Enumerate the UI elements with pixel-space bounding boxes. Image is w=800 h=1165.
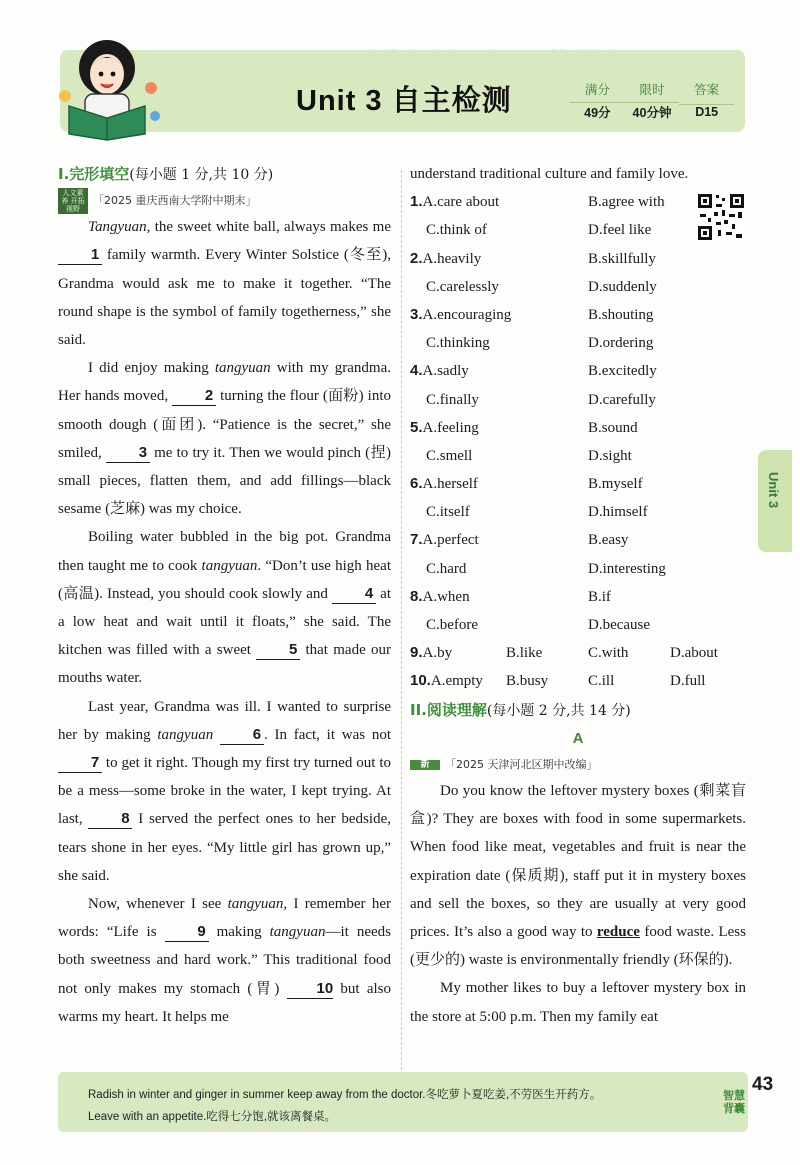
- option-b[interactable]: B.agree with: [588, 194, 665, 211]
- unit-side-tab: Unit 3: [758, 450, 792, 552]
- option-b[interactable]: B.if: [588, 588, 611, 605]
- new-badge-icon: 新: [410, 760, 440, 770]
- option-row: [410, 639, 746, 667]
- option-b[interactable]: B.busy: [506, 673, 549, 690]
- option-d[interactable]: D.full: [670, 673, 706, 690]
- student-mascot-illustration: [55, 30, 165, 142]
- section-heading-cloze: I.完形填空(每小题 1 分,共 10 分): [58, 165, 274, 183]
- blank-3[interactable]: 3: [106, 444, 150, 463]
- option-b[interactable]: B.sound: [588, 419, 638, 436]
- proverb-1: Radish in winter and ginger in summer keep away from the doctor.冬吃萝卜夏吃姜,不劳医生开药方。: [88, 1089, 602, 1101]
- source-badge-icon: 人文素养 开拓视野: [58, 188, 88, 214]
- passage-label: A: [572, 729, 584, 747]
- reading-paragraph-1: Do you know the leftover mystery boxes (剩菜盲盒)? They are boxes with food in some supermarkets. When food like meat, vegetables and fruit is near the expiration date (保质期), staff put it in mystery boxes and sell the boxes, so they are usually at very good prices. It’s also a good way to reduce food waste. Less (更少的) waste is environmentally friendly (环保的).: [410, 782, 746, 969]
- question-number: 2.: [410, 249, 423, 267]
- option-row: [410, 245, 746, 273]
- option-b[interactable]: B.easy: [588, 532, 629, 549]
- cloze-options: [410, 188, 746, 695]
- info-label-full-score: 满分: [584, 83, 610, 97]
- page-title: Unit 3 自主检测: [296, 85, 512, 117]
- option-a-cell: [410, 470, 588, 498]
- option-row: [410, 470, 746, 498]
- question-number: 4.: [410, 362, 423, 380]
- left-column: [58, 160, 391, 1031]
- option-d[interactable]: D.himself: [588, 504, 648, 521]
- option-d[interactable]: D.carefully: [588, 391, 656, 408]
- option-c[interactable]: C.before: [426, 617, 479, 634]
- blank-4[interactable]: 4: [332, 585, 376, 604]
- option-a-cell: [410, 357, 588, 385]
- option-a[interactable]: A.by: [422, 645, 453, 662]
- option-a-cell: [410, 583, 588, 611]
- option-d[interactable]: D.about: [670, 645, 718, 662]
- info-value-time-limit: 40分钟: [625, 102, 680, 121]
- option-row: [410, 583, 746, 611]
- source-line: [58, 189, 391, 213]
- option-d[interactable]: D.ordering: [588, 335, 654, 352]
- option-c[interactable]: C.with: [588, 645, 629, 662]
- cloze-paragraph-5: Now, whenever I see tangyuan, I remember her words: “Life is 9 making tangyuan—it needs both sweetness and hard work.” This traditional food not only makes my stomach (胃) 10 but also warms my heart. It helps me: [58, 896, 391, 1025]
- question-number: 5.: [410, 418, 423, 436]
- option-a[interactable]: A.perfect: [422, 532, 479, 549]
- info-label-time-limit: 限时: [639, 83, 665, 97]
- option-b[interactable]: B.excitedly: [588, 363, 657, 380]
- option-row: [410, 329, 746, 357]
- option-c[interactable]: C.think of: [426, 222, 487, 239]
- blank-7[interactable]: 7: [58, 754, 102, 773]
- question-number: 8.: [410, 587, 423, 605]
- option-row: [410, 611, 746, 639]
- option-a[interactable]: A.heavily: [422, 250, 482, 267]
- option-row: [410, 667, 746, 695]
- section-heading-reading: II.阅读理解(每小题 2 分,共 14 分): [410, 700, 631, 719]
- option-d[interactable]: D.sight: [588, 447, 632, 464]
- info-label-answer: 答案: [694, 83, 720, 97]
- question-number: 9.: [410, 644, 423, 662]
- column-divider: [401, 170, 402, 1070]
- option-b[interactable]: B.myself: [588, 476, 643, 493]
- question-number: 1.: [410, 193, 423, 211]
- question-number: 10.: [410, 672, 431, 690]
- blank-5[interactable]: 5: [256, 641, 300, 660]
- option-c[interactable]: C.smell: [426, 447, 473, 464]
- option-row: [410, 301, 746, 329]
- blank-10[interactable]: 10: [287, 980, 334, 999]
- option-d[interactable]: D.feel like: [588, 222, 652, 239]
- option-a-cell: [410, 245, 588, 273]
- proverb-2: Leave with an appetite.吃得七分饱,就该离餐桌。: [88, 1111, 336, 1123]
- underlined-word: reduce: [596, 924, 640, 940]
- blank-1[interactable]: 1: [58, 246, 102, 265]
- option-row: [410, 414, 746, 442]
- info-value-answer: D15: [679, 104, 734, 119]
- option-a-cell: [410, 639, 506, 667]
- option-row: [410, 555, 746, 583]
- option-c[interactable]: C.finally: [426, 391, 479, 408]
- option-a[interactable]: A.herself: [422, 476, 478, 493]
- cloze-paragraph-end: understand traditional culture and family love.: [410, 166, 689, 182]
- right-column: [410, 160, 746, 1031]
- section-note: (每小题 2 分,共 14 分): [486, 702, 631, 719]
- page-number: 43: [752, 1074, 774, 1095]
- question-number: 6.: [410, 475, 423, 493]
- qr-code-icon[interactable]: [696, 192, 746, 242]
- cloze-paragraph-3: Boiling water bubbled in the big pot. Grandma then taught me to cook tangyuan. “Don’t use high heat (高温). Instead, you should cook slowly and 4 at a low heat and wait until it floats,” she said. The kitchen was filled with a sweet 5 that made our mouths water.: [58, 529, 392, 687]
- option-d[interactable]: D.suddenly: [588, 278, 657, 295]
- option-row: [410, 357, 746, 385]
- question-number: 3.: [410, 305, 423, 323]
- option-a-cell: [410, 414, 588, 442]
- source-line: [410, 753, 746, 777]
- option-c[interactable]: C.ill: [588, 673, 615, 690]
- blank-9[interactable]: 9: [165, 923, 209, 942]
- option-a[interactable]: A.encouraging: [422, 306, 512, 323]
- option-d[interactable]: D.interesting: [588, 560, 666, 577]
- blank-8[interactable]: 8: [88, 810, 132, 829]
- option-d[interactable]: D.because: [588, 617, 651, 634]
- option-a[interactable]: A.empty: [430, 673, 483, 690]
- option-c[interactable]: C.itself: [426, 504, 470, 521]
- option-b[interactable]: B.like: [506, 645, 543, 662]
- cloze-paragraph-4: Last year, Grandma was ill. I wanted to surprise her by making tangyuan 6 . In fact, it was not 7 to get it right. Though my first try turned out to be a mess—some broke in the water, I kept trying. At last, 8 I served the perfect ones to her bedside, tears shone in her eyes. “My little girl has grown up,” she said.: [58, 698, 391, 884]
- reading-paragraph-2: My mother likes to buy a leftover mystery box in the store at 5:00 p.m. Then my family eat: [410, 980, 746, 1025]
- blank-2[interactable]: 2: [172, 387, 216, 406]
- option-a-cell: [410, 188, 588, 216]
- source-text: 「2025 天津河北区期中改编」: [445, 757, 598, 771]
- option-a[interactable]: A.when: [422, 588, 470, 605]
- option-b[interactable]: B.shouting: [588, 306, 654, 323]
- option-a-cell: [410, 526, 588, 554]
- question-number: 7.: [410, 531, 423, 549]
- option-a[interactable]: A.care about: [422, 194, 500, 211]
- option-a-cell: [410, 667, 506, 695]
- option-c[interactable]: C.hard: [426, 560, 467, 577]
- option-a-cell: [410, 301, 588, 329]
- brand-label: 智慧背囊: [723, 1089, 745, 1115]
- option-row: [410, 386, 746, 414]
- option-row: [410, 273, 746, 301]
- footer-proverbs: [58, 1072, 748, 1132]
- option-b[interactable]: B.skillfully: [588, 250, 656, 267]
- option-row: [410, 526, 746, 554]
- info-value-full-score: 49分: [570, 102, 625, 121]
- option-c[interactable]: C.thinking: [426, 335, 490, 352]
- score-info-table: [570, 78, 734, 122]
- cloze-paragraph-2: I did enjoy making tangyuan with my grandma. Her hands moved, 2 turning the flour (面粉) into smooth dough (面团). “Patience is the secret,” she smiled, 3 me to try it. Then we would pinch (捏) small pieces, flatten them, and add fillings—black sesame (芝麻) was my choice.: [58, 360, 392, 518]
- option-row: [410, 442, 746, 470]
- option-row: [410, 498, 746, 526]
- option-a[interactable]: A.sadly: [422, 363, 469, 380]
- source-text: 「2025 重庆西南大学附中期末」: [93, 194, 257, 208]
- blank-6[interactable]: 6: [220, 726, 264, 745]
- option-a[interactable]: A.feeling: [422, 419, 479, 436]
- cloze-paragraph-1: Tangyuan, the sweet white ball, always makes me 1 family warmth. Every Winter Solstice (冬至), Grandma would ask me to make it together. “The round shape is the symbol of family togetherness,” she said.: [58, 219, 391, 349]
- option-c[interactable]: C.carelessly: [426, 278, 499, 295]
- section-note: (每小题 1 分,共 10 分): [129, 167, 274, 183]
